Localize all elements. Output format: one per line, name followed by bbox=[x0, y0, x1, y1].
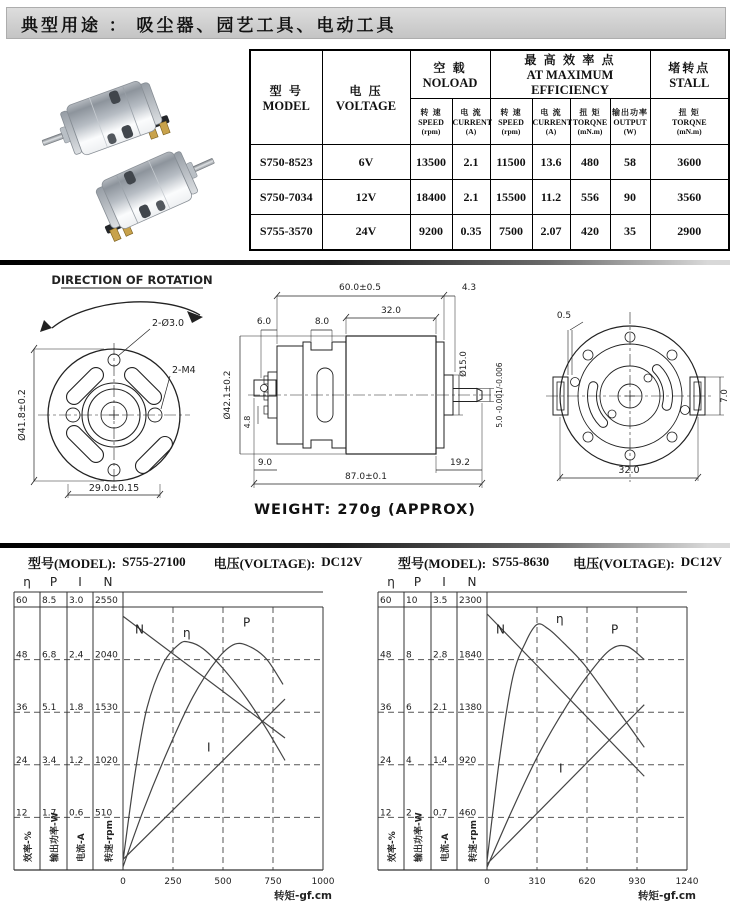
axis-symbol: P bbox=[49, 575, 58, 589]
axis-unit-label: 电流-A bbox=[441, 833, 451, 862]
axis-tick: 36 bbox=[380, 703, 392, 714]
dim-shaft-tol: 5.0 -0.001/-0.006 bbox=[495, 362, 504, 428]
drawing-front-view bbox=[4, 268, 242, 503]
spec-cell: 2.1 bbox=[452, 180, 490, 215]
x-tick: 1240 bbox=[675, 877, 699, 887]
axis-tick: 8.5 bbox=[42, 596, 57, 606]
chart-left bbox=[6, 552, 366, 904]
dim-rear-slot: 7.0 bbox=[720, 389, 730, 403]
spec-cell: 0.35 bbox=[452, 215, 490, 250]
spec-cell: 2.1 bbox=[452, 145, 490, 180]
axis-tick: 1.7 bbox=[42, 808, 57, 819]
axis-symbol: η bbox=[23, 575, 31, 589]
dim-front-base: 29.0±0.15 bbox=[88, 483, 140, 494]
col-voltage: 电 压 VOLTAGE bbox=[322, 50, 410, 145]
col-eff-torque: 扭 矩 TORQNE (mN.m) bbox=[570, 99, 610, 145]
spec-cell: 13.6 bbox=[532, 145, 570, 180]
chart-right-plot bbox=[370, 572, 726, 904]
voltage-value: DC12V bbox=[321, 554, 363, 569]
chart-right bbox=[370, 552, 730, 904]
spec-cell: 7500 bbox=[490, 215, 532, 250]
spec-cell: 6V bbox=[322, 145, 410, 180]
motor-photo-bottom bbox=[87, 137, 227, 243]
x-tick: 620 bbox=[578, 877, 596, 887]
dim-rear-edge: 0.5 bbox=[556, 311, 572, 321]
spec-table-row bbox=[250, 215, 729, 250]
model-value: S755-8630 bbox=[492, 554, 550, 569]
axis-tick: 460 bbox=[459, 808, 477, 819]
axis-unit-label: 电流-A bbox=[77, 833, 87, 862]
x-axis-title: 转矩-gf.cm bbox=[273, 890, 332, 902]
axis-tick: 2.8 bbox=[433, 650, 448, 661]
x-axis-title: 转矩-gf.cm bbox=[637, 890, 696, 902]
dim-side-rear3: 4.8 bbox=[243, 415, 252, 429]
col-stall-torque: 扭 矩 TORQNE (mN.m) bbox=[650, 99, 729, 145]
chart-left-plot bbox=[6, 572, 362, 904]
spec-cell: 18400 bbox=[410, 180, 452, 215]
curve-P bbox=[487, 645, 644, 867]
axis-unit-label: 效率-% bbox=[388, 831, 398, 862]
axis-tick: 1.2 bbox=[69, 755, 84, 766]
axis-tick: 10 bbox=[406, 596, 418, 606]
axis-unit-label: 转速-rpm bbox=[469, 820, 479, 862]
separator-top bbox=[0, 260, 730, 265]
col-eff-output: 输出功率 OUTPUT (W) bbox=[610, 99, 650, 145]
page-title bbox=[6, 7, 726, 39]
dim-side-dia: Ø42.1±0.2 bbox=[223, 370, 233, 420]
axis-tick: 6 bbox=[406, 703, 412, 714]
dim-front-holes: 2-Ø3.0 bbox=[152, 318, 185, 329]
x-tick: 0 bbox=[484, 877, 490, 887]
spec-cell: 11500 bbox=[490, 145, 532, 180]
axis-tick: 60 bbox=[380, 596, 392, 606]
col-eff-current: 电 流 CURRENT (A) bbox=[532, 99, 570, 145]
x-tick: 1000 bbox=[311, 877, 335, 887]
spec-table-row bbox=[250, 180, 729, 215]
spec-table bbox=[249, 49, 730, 251]
x-tick: 310 bbox=[528, 877, 546, 887]
dim-side-front-len: 19.2 bbox=[449, 458, 471, 468]
x-tick: 750 bbox=[264, 877, 282, 887]
axis-tick: 2040 bbox=[95, 650, 118, 661]
dim-front-screws: 2-M4 bbox=[172, 365, 196, 376]
rotation-title: DIRECTION OF ROTATION bbox=[51, 273, 213, 287]
axis-unit-label: 输出功率-W bbox=[50, 812, 61, 862]
dim-side-rear: 6.0 bbox=[256, 317, 272, 327]
dim-rear-width: 32.0 bbox=[618, 465, 640, 476]
axis-tick: 1.4 bbox=[433, 755, 448, 766]
chart-left-header bbox=[6, 552, 366, 572]
axis-tick: 2300 bbox=[459, 596, 482, 606]
drawing-side-view bbox=[214, 272, 520, 502]
axis-tick: 5.1 bbox=[42, 703, 57, 714]
spec-cell: 90 bbox=[610, 180, 650, 215]
axis-symbol: N bbox=[103, 575, 113, 589]
dim-side-length: 60.0±0.5 bbox=[339, 283, 381, 293]
spec-table-row bbox=[250, 145, 729, 180]
spec-table-body bbox=[250, 145, 729, 250]
curve-label-η: η bbox=[183, 626, 191, 641]
dim-side-rear2: 9.0 bbox=[257, 458, 273, 468]
spec-cell: 24V bbox=[322, 215, 410, 250]
axis-tick: 3.5 bbox=[433, 596, 448, 606]
spec-cell: 480 bbox=[570, 145, 610, 180]
model-value: S755-27100 bbox=[122, 554, 186, 569]
spec-cell: 3560 bbox=[650, 180, 729, 215]
axis-unit-label: 效率-% bbox=[24, 831, 34, 862]
axis-tick: 4 bbox=[406, 755, 412, 766]
spec-cell: S750-8523 bbox=[250, 145, 322, 180]
curve-label-N: N bbox=[496, 622, 505, 637]
spec-cell: 35 bbox=[610, 215, 650, 250]
axis-symbol: P bbox=[413, 575, 422, 589]
spec-cell: 420 bbox=[570, 215, 610, 250]
dim-side-body: 32.0 bbox=[380, 306, 402, 316]
axis-tick: 36 bbox=[16, 703, 28, 714]
axis-tick: 1840 bbox=[459, 650, 482, 661]
model-label: 型号(MODEL): bbox=[28, 555, 117, 571]
separator-bottom bbox=[0, 543, 730, 548]
axis-tick: 1380 bbox=[459, 703, 482, 714]
axis-tick: 1530 bbox=[95, 703, 118, 714]
x-tick: 930 bbox=[628, 877, 646, 887]
x-tick: 250 bbox=[164, 877, 182, 887]
curve-label-η: η bbox=[556, 611, 564, 626]
axis-tick: 12 bbox=[380, 808, 392, 819]
curve-I bbox=[123, 699, 285, 859]
axis-tick: 24 bbox=[16, 755, 28, 766]
dim-side-boss: 4.3 bbox=[461, 283, 477, 293]
voltage-label: 电压(VOLTAGE): bbox=[213, 555, 316, 571]
axis-tick: 48 bbox=[16, 650, 28, 661]
curve-label-P: P bbox=[243, 615, 251, 630]
axis-tick: 24 bbox=[380, 755, 392, 766]
col-group-stall: 堵转点 STALL bbox=[650, 50, 729, 99]
axis-tick: 1020 bbox=[95, 755, 118, 766]
spec-cell: 2.07 bbox=[532, 215, 570, 250]
axis-tick: 2550 bbox=[95, 596, 118, 606]
spec-cell: 13500 bbox=[410, 145, 452, 180]
axis-tick: 510 bbox=[95, 808, 113, 819]
curve-label-P: P bbox=[611, 622, 619, 637]
x-tick: 500 bbox=[214, 877, 232, 887]
axis-tick: 2.1 bbox=[433, 703, 448, 714]
page-title-text: 典型用途 ： 吸尘器、园艺工具、电动工具 bbox=[21, 15, 397, 35]
axis-tick: 6.8 bbox=[42, 650, 57, 661]
axis-symbol: η bbox=[387, 575, 395, 589]
weight-note: WEIGHT: 270g (APPROX) bbox=[254, 502, 476, 518]
curve-label-I: I bbox=[559, 761, 563, 776]
spec-cell: 556 bbox=[570, 180, 610, 215]
axis-tick: 1.8 bbox=[69, 703, 84, 714]
axis-unit-label: 输出功率-W bbox=[414, 812, 425, 862]
axis-tick: 3.0 bbox=[69, 596, 84, 606]
spec-cell: 2900 bbox=[650, 215, 729, 250]
spec-cell: 3600 bbox=[650, 145, 729, 180]
axis-tick: 2.4 bbox=[69, 650, 84, 661]
voltage-label: 电压(VOLTAGE): bbox=[573, 555, 675, 571]
col-eff-speed: 转 速 SPEED (rpm) bbox=[490, 99, 532, 145]
axis-tick: 0.6 bbox=[69, 808, 84, 819]
axis-tick: 12 bbox=[16, 808, 28, 819]
axis-unit-label: 转速-rpm bbox=[105, 820, 115, 862]
spec-cell: S755-3570 bbox=[250, 215, 322, 250]
voltage-value: DC12V bbox=[680, 554, 722, 569]
curve-label-I: I bbox=[207, 740, 211, 755]
axis-tick: 8 bbox=[406, 650, 412, 661]
drawing-rear-view bbox=[528, 282, 730, 494]
dim-side-notch: 8.0 bbox=[314, 317, 330, 327]
col-model: 型 号 MODEL bbox=[250, 50, 322, 145]
axis-tick: 0.7 bbox=[433, 808, 448, 819]
axis-tick: 48 bbox=[380, 650, 392, 661]
spec-cell: 58 bbox=[610, 145, 650, 180]
col-group-maxeff: 最 高 效 率 点 AT MAXIMUM EFFICIENCY bbox=[490, 50, 650, 99]
axis-symbol: I bbox=[442, 575, 446, 589]
col-noload-speed: 转 速 SPEED (rpm) bbox=[410, 99, 452, 145]
x-tick: 0 bbox=[120, 877, 126, 887]
axis-symbol: N bbox=[467, 575, 477, 589]
motor-photo bbox=[2, 46, 246, 258]
axis-tick: 920 bbox=[459, 755, 477, 766]
dim-side-total: 87.0±0.1 bbox=[345, 472, 387, 482]
spec-cell: 15500 bbox=[490, 180, 532, 215]
chart-right-header bbox=[370, 552, 730, 572]
model-label: 型号(MODEL): bbox=[398, 555, 487, 571]
spec-cell: 9200 bbox=[410, 215, 452, 250]
spec-cell: 12V bbox=[322, 180, 410, 215]
axis-tick: 60 bbox=[16, 596, 28, 606]
curve-I bbox=[487, 705, 644, 864]
col-group-noload: 空 载 NOLOAD bbox=[410, 50, 490, 99]
axis-tick: 2 bbox=[406, 808, 412, 819]
dim-front-dia: Ø41.8±0.2 bbox=[17, 389, 28, 441]
col-noload-current: 电 流 CURRENT (A) bbox=[452, 99, 490, 145]
curve-label-N: N bbox=[135, 622, 144, 637]
curve-η bbox=[123, 641, 285, 861]
axis-symbol: I bbox=[78, 575, 82, 589]
axis-tick: 3.4 bbox=[42, 755, 57, 766]
spec-cell: 11.2 bbox=[532, 180, 570, 215]
spec-cell: S750-7034 bbox=[250, 180, 322, 215]
curve-N bbox=[487, 611, 644, 776]
dim-shaft-dia: Ø15.0 bbox=[459, 351, 469, 377]
